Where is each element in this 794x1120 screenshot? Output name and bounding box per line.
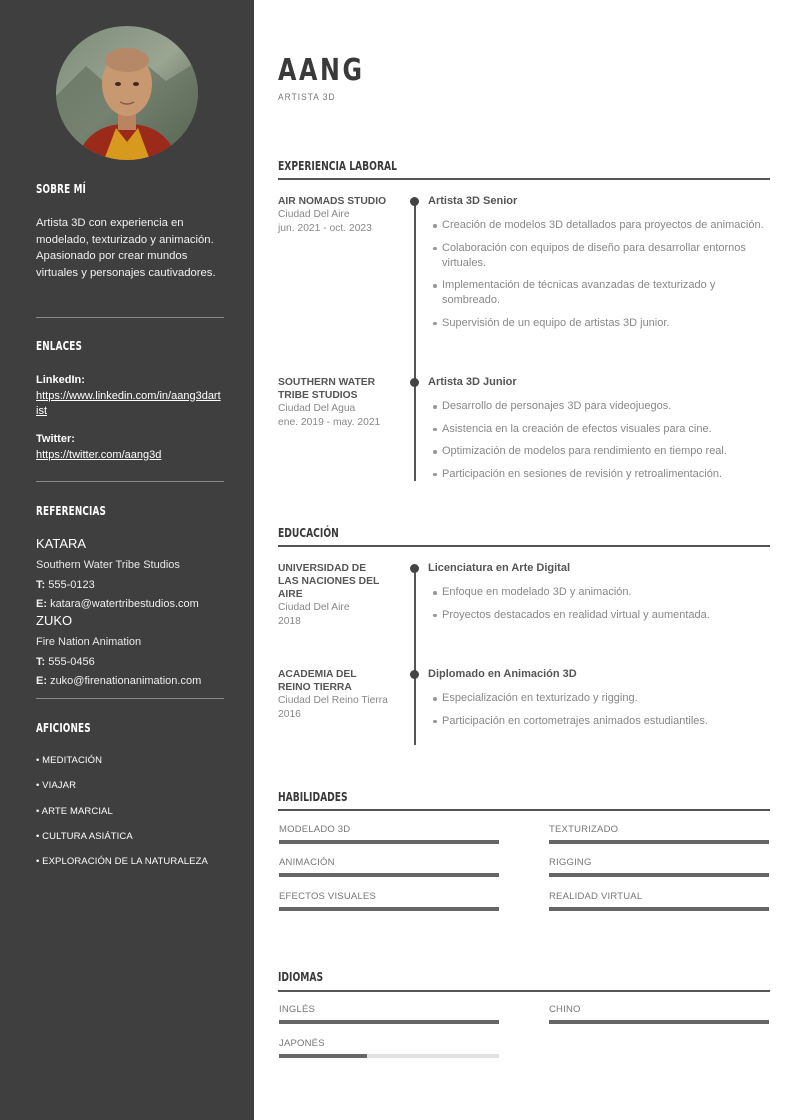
email-value: zuko@firenationanimation.com [50,674,202,687]
bullet-list [428,691,772,736]
phone-value: 555-0123 [48,579,95,591]
bullet-item: Participación en cortometrajes animados estudiantiles. [442,714,772,729]
org-location: Ciudad Del Agua [278,403,356,414]
link-label: LinkedIn: [36,374,85,386]
reference-phone [36,654,222,671]
org-location: Ciudad Del Reino Tierra [278,695,388,706]
section-rule [278,178,770,180]
phone-label: T: [36,656,46,668]
language-bar [549,1020,769,1024]
reference-phone [36,577,222,594]
about-title: SOBRE MÍ [36,182,87,196]
language-bar-fill [279,1020,499,1024]
candidate-role: ARTISTA 3D [278,92,336,103]
bullet-item: Proyectos destacados en realidad virtual y aumentada. [442,608,772,623]
email-label: E: [36,597,47,610]
language-label: CHINO [549,1004,581,1015]
experience-title: EXPERIENCIA LABORAL [278,159,397,173]
link-label: Twitter: [36,433,75,445]
section-rule [278,545,770,547]
reference-company: Southern Water Tribe Studios [36,558,180,571]
bullet-item: Supervisión de un equipo de artistas 3D junior. [442,316,772,331]
bullet-item: Desarrollo de personajes 3D para videojuegos. [442,399,772,414]
skill-label: TEXTURIZADO [549,824,619,835]
divider [36,317,224,318]
skill-item [549,891,769,902]
position-title: Artista 3D Junior [428,376,517,388]
education-title: EDUCACIÓN [278,526,339,540]
language-bar-fill [549,1020,769,1024]
bullet-item: Participación en sesiones de revisión y retroalimentación. [442,467,772,482]
entry-org [278,376,388,430]
hobbies-title: AFICIONES [36,721,91,735]
org-dates: ene. 2019 - may. 2021 [278,417,381,428]
candidate-name: AANG [278,53,365,88]
language-item [549,1004,769,1015]
hobby-item: • MEDITACIÓN [36,755,103,766]
timeline-line [414,201,416,481]
timeline-dot [410,197,419,206]
org-name: ACADEMIA DEL REINO TIERRA [278,669,357,693]
skill-label: RIGGING [549,857,592,868]
position-title: Artista 3D Senior [428,195,518,207]
phone-label: T: [36,579,46,591]
skill-item [549,857,769,868]
reference-item [36,613,222,689]
phone-value: 555-0456 [48,656,95,668]
sidebar [0,0,254,1120]
hobby-item: • CULTURA ASIÁTICA [36,831,133,842]
skill-bar-fill [279,873,499,877]
section-rule [278,990,770,992]
entry-org [278,562,388,629]
hobby-item: • EXPLORACIÓN DE LA NATURALEZA [36,856,208,867]
divider [36,698,224,699]
org-dates: 2018 [278,616,301,627]
skill-label: MODELADO 3D [279,824,351,835]
skill-item [279,857,499,868]
bullet-list [428,399,772,489]
skill-item [279,824,499,835]
skill-bar-fill [549,873,769,877]
hobby-item: • VIAJAR [36,780,77,791]
language-label: INGLÉS [279,1004,316,1015]
bullet-item: Colaboración con equipos de diseño para desarrollar entornos virtuales. [442,241,772,271]
linkedin-url[interactable]: https://www.linkedin.com/in/aang3dartist [36,389,221,417]
link-twitter [36,431,222,463]
bullet-item: Implementación de técnicas avanzadas de texturizado y sombreado. [442,278,772,308]
reference-company: Fire Nation Animation [36,635,142,648]
org-name: AIR NOMADS STUDIO [278,196,387,207]
timeline-line [414,568,416,745]
skill-item [279,891,499,902]
timeline-dot [410,378,419,387]
bullet-item: Creación de modelos 3D detallados para proyectos de animación. [442,218,772,233]
divider [36,481,224,482]
org-location: Ciudad Del Aire [278,602,350,613]
skill-label: ANIMACIÓN [279,857,335,868]
org-dates: 2016 [278,709,301,720]
email-value: katara@watertribestudios.com [50,597,199,610]
hobby-item: • ARTE MARCIAL [36,806,113,817]
language-bar-fill [279,1054,367,1058]
about-text: Artista 3D con experiencia en modelado, texturizado y animación. Apasionado por crear mundos virtuales y personajes cautivadores. [36,217,216,279]
bullet-item: Especialización en texturizado y rigging. [442,691,772,706]
skill-bar [279,907,499,911]
entry-org [278,195,388,236]
org-dates: jun. 2021 - oct. 2023 [278,223,372,234]
org-name: SOUTHERN WATER TRIBE STUDIOS [278,377,376,401]
skills-title: HABILIDADES [278,790,348,804]
reference-item [36,536,222,612]
entry-org [278,668,388,722]
skill-bar-fill [549,907,769,911]
language-bar [279,1054,499,1058]
skill-bar [279,840,499,844]
timeline-dot [410,564,419,573]
skill-bar-fill [549,840,769,844]
bullet-item: Optimización de modelos para rendimiento en tiempo real. [442,444,772,459]
org-location: Ciudad Del Aire [278,209,350,220]
reference-email [36,673,222,690]
skill-bar-fill [279,907,499,911]
language-label: JAPONÉS [279,1038,325,1049]
org-name: UNIVERSIDAD DE LAS NACIONES DEL AIRE [278,563,380,600]
bullet-item: Enfoque en modelado 3D y animación. [442,585,772,600]
skill-label: REALIDAD VIRTUAL [549,891,643,902]
reference-name: KATARA [36,536,87,551]
degree-title: Licenciatura en Arte Digital [428,562,571,574]
languages-title: IDIOMAS [278,970,324,984]
language-bar [279,1020,499,1024]
twitter-url[interactable]: https://twitter.com/aang3d [36,448,162,461]
references-title: REFERENCIAS [36,504,107,518]
profile-photo [56,26,198,160]
email-label: E: [36,674,47,687]
bullet-item: Asistencia en la creación de efectos visuales para cine. [442,422,772,437]
links-title: ENLACES [36,339,83,353]
bullet-list [428,218,772,338]
timeline-dot [410,670,419,679]
language-item [279,1038,499,1049]
reference-email [36,596,222,613]
degree-title: Diplomado en Animación 3D [428,668,577,680]
reference-name: ZUKO [36,613,73,628]
skill-bar [549,907,769,911]
skill-bar [549,840,769,844]
section-rule [278,809,770,811]
bullet-list [428,585,772,630]
language-item [279,1004,499,1015]
link-linkedin [36,372,222,419]
skill-bar [549,873,769,877]
skill-bar [279,873,499,877]
skill-label: EFECTOS VISUALES [279,891,376,902]
skill-item [549,824,769,835]
skill-bar-fill [279,840,499,844]
